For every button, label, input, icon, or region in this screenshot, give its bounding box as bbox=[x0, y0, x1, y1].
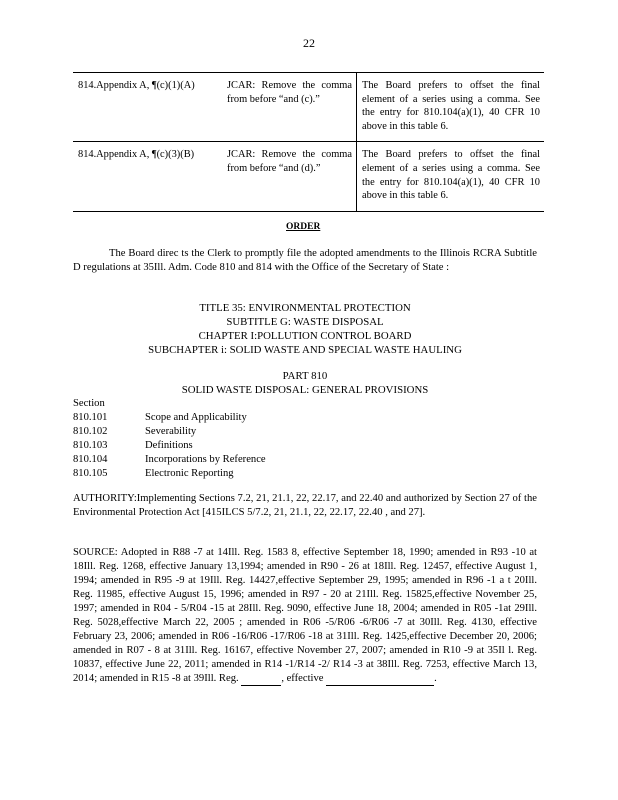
blank-line bbox=[326, 685, 434, 686]
list-item bbox=[73, 453, 266, 467]
section-label: Section bbox=[73, 398, 105, 409]
title-heading: TITLE 35: ENVIRONMENTAL PROTECTION bbox=[199, 302, 411, 314]
section-number: 810.102 bbox=[73, 426, 108, 437]
part-title-heading: SOLID WASTE DISPOSAL: GENERAL PROVISIONS bbox=[181, 384, 429, 396]
table-cell-section: 814.Appendix A, ¶(c)(3)(B) bbox=[78, 149, 195, 161]
section-number: 810.103 bbox=[73, 440, 108, 451]
list-item bbox=[73, 425, 196, 439]
section-title: Severability bbox=[145, 426, 197, 437]
section-title: Incorporations by Reference bbox=[145, 454, 266, 465]
subchapter-heading: SUBCHAPTER i: SOLID WASTE AND SPECIAL WASTE HAULING bbox=[148, 344, 462, 356]
source-note bbox=[73, 546, 537, 686]
section-title: Electronic Reporting bbox=[145, 468, 234, 479]
section-number: 810.104 bbox=[73, 454, 108, 465]
section-number: 810.101 bbox=[73, 412, 108, 423]
section-title: Scope and Applicability bbox=[145, 412, 247, 423]
comments-table bbox=[73, 72, 544, 212]
source-tail-effective: , effective bbox=[281, 673, 324, 684]
part-heading: PART 810 bbox=[282, 370, 328, 382]
order-heading: ORDER bbox=[286, 222, 321, 232]
list-item bbox=[73, 439, 193, 453]
blank-line bbox=[241, 685, 281, 686]
section-number: 810.105 bbox=[73, 468, 108, 479]
order-paragraph: The Board direc ts the Clerk to promptly file the adopted amendments to the Illinois RCRA Subtitle D regulations at 35Ill. Adm. Code 810 and 814 with the Office of the Secretary of State : bbox=[73, 248, 537, 273]
list-item bbox=[73, 467, 234, 481]
table-row bbox=[73, 73, 544, 142]
table-cell-response: The Board prefers to offset the final element of a series using a comma. See the entry for 810.104(a)(1), 40 CFR 10 above in this table 6. bbox=[362, 149, 540, 202]
authority-note: AUTHORITY:Implementing Sections 7.2, 21, 21.1, 22, 22.17, and 22.40 and authorized by Section 27 of the Environmental Protection Act [415ILCS 5/7.2, 21, 21.1, 22, 22.17, 22.40 , and 27]. bbox=[73, 493, 537, 518]
chapter-heading: CHAPTER I:POLLUTION CONTROL BOARD bbox=[198, 330, 412, 342]
table-cell-response: The Board prefers to offset the final element of a series using a comma. See the entry for 810.104(a)(1), 40 CFR 10 above in this table 6. bbox=[362, 80, 540, 132]
table-cell-source: JCAR: Remove the comma from before “and (c).” bbox=[222, 73, 357, 142]
list-item bbox=[73, 411, 247, 425]
table-cell-section: 814.Appendix A, ¶(c)(1)(A) bbox=[78, 80, 195, 91]
page-number: 22 bbox=[303, 36, 315, 50]
table-row bbox=[73, 142, 544, 211]
table-cell-source: JCAR: Remove the comma from before “and (d).” bbox=[222, 142, 357, 211]
subtitle-heading: SUBTITLE G: WASTE DISPOSAL bbox=[226, 316, 384, 328]
section-title: Definitions bbox=[145, 440, 193, 451]
source-tail-period: . bbox=[434, 673, 437, 684]
source-text: SOURCE: Adopted in R88 -7 at 14Ill. Reg. 1583 8, effective September 18, 1990; amended in R93 -10 at 18Ill. Reg. 1268, effective January 13,1994; amended in R90 - 26 at 18Ill. Reg. 12457, effective August 1, 1994; amended in R95 -9 at 19Ill. Reg. 14427,effective September 29, 1995; amended in R96 -1 a t 20Ill. Reg. 11985, effective August 15, 1996; amended in R97 - 20 at 21Ill. Reg. 15825,effective November 25, 1997; amended in R04 - 5/R04 -15 at 28Ill. Reg. 9090, effective June 18, 2004; amended in R05 -1at 29Ill. Reg. 5028,effective March 22, 2005 ; amended in R06 -5/R06 -6/R06 -7 at 30Ill. Reg. 4130, effective February 23, 2006; amended in R06 -16/R06 -17/R06 -18 at 31Ill. Reg. 1425,effective December 20, 2006; amended in R07 - 8 at 31Ill. Reg. 16167, effective November 27, 2007; amended in R10 -9 at 35Il l. Reg. 10837, effective June 22, 2011; amended in R14 -1/R14 -2/ R14 -3 at 38Ill. Reg. 7253, effective March 13, 2014; amended in R15 -8 at 39Ill. Reg. bbox=[73, 547, 537, 684]
